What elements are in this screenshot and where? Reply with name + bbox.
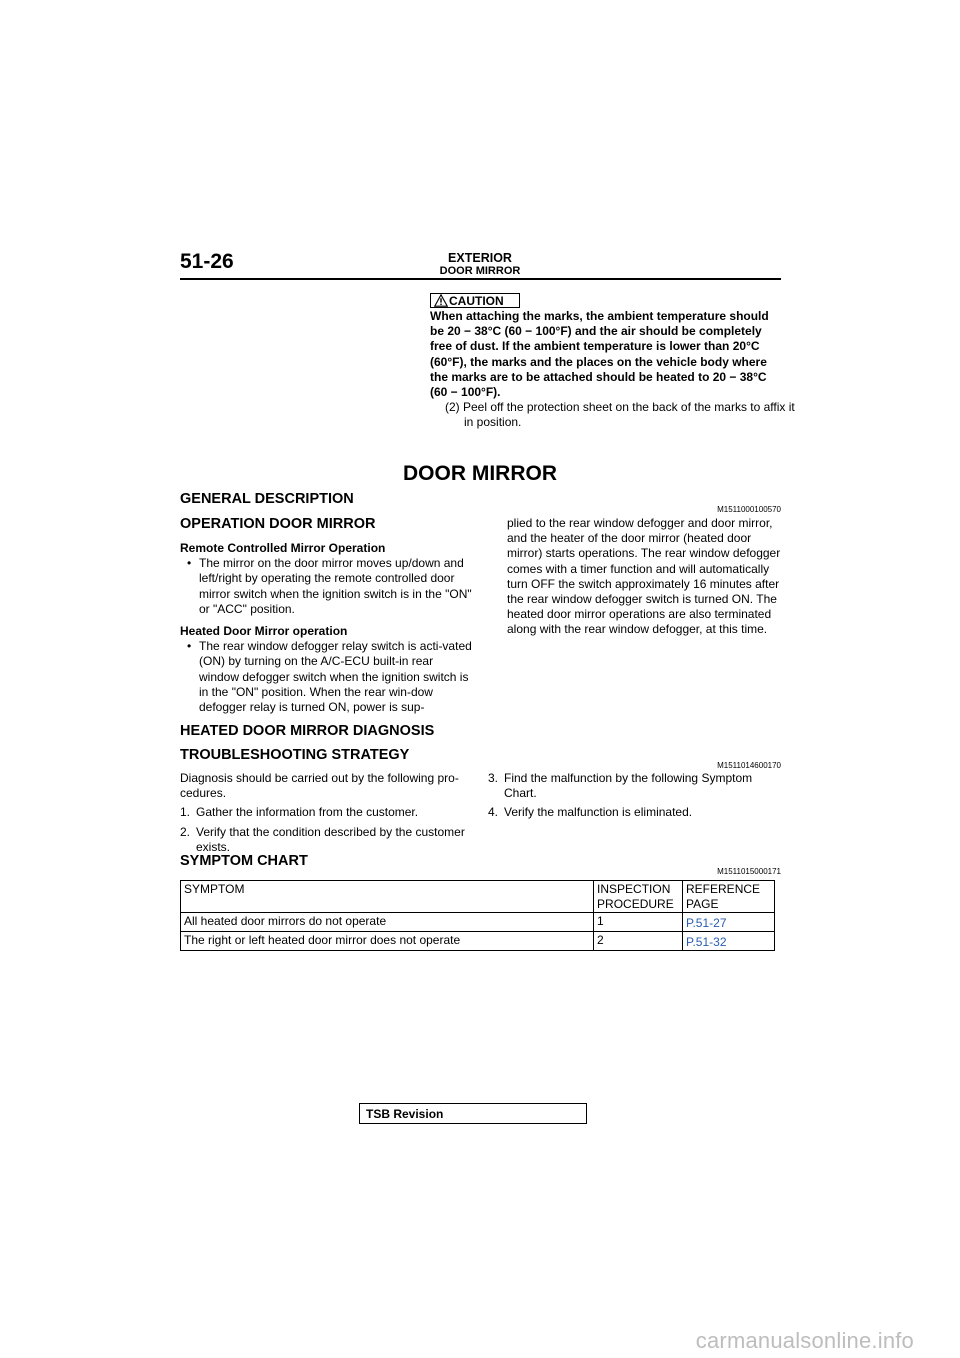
warning-triangle-icon — [434, 294, 448, 307]
heated-mirror-text-right: plied to the rear window defogger and door mirror, and the heater of the door mirror (heated door mirror) starts operations. The rear window defogger comes with a timer function and will automatically turn OFF the switch approximately 16 minutes after the rear window defogger switch is turned ON. The heated door mirror operations are also terminated along with the rear window defogger, at this time. — [507, 516, 781, 637]
caution-label: CAUTION — [449, 294, 504, 308]
general-left-column — [180, 541, 476, 715]
caution-label-box — [430, 293, 520, 308]
strategy-left-column — [180, 771, 476, 855]
section-title: EXTERIOR — [448, 251, 512, 265]
general-description-code: M1511000100570 — [717, 505, 781, 514]
diagnosis-heading: HEATED DOOR MIRROR DIAGNOSIS — [180, 723, 435, 739]
column-header: REFERENCE PAGE — [683, 881, 775, 913]
operation-heading: OPERATION DOOR MIRROR — [180, 516, 376, 532]
column-header: INSPECTION PROCEDURE — [594, 881, 683, 913]
symptom-cell: The right or left heated door mirror does not operate — [181, 932, 594, 951]
strategy-code: M1511014600170 — [717, 761, 781, 770]
header-rule — [180, 278, 781, 280]
symptom-table — [180, 880, 775, 951]
column-header: SYMPTOM — [181, 881, 594, 913]
watermark: carmanualsonline.info — [695, 1328, 914, 1353]
procedure-cell: 1 — [594, 913, 683, 932]
strategy-heading: TROUBLESHOOTING STRATEGY — [180, 747, 410, 763]
step-number: 1. — [180, 805, 191, 820]
reference-cell — [683, 932, 775, 951]
bullet-glyph: • — [187, 639, 192, 654]
step-number: 2. — [180, 824, 191, 839]
strategy-step — [488, 805, 782, 820]
step-text: Find the malfunction by the following Symptom Chart. — [504, 771, 753, 801]
symptom-cell: All heated door mirrors do not operate — [181, 913, 594, 932]
subsection-title: DOOR MIRROR — [439, 265, 521, 277]
strategy-right-column — [488, 771, 782, 821]
heated-mirror-text-left: The rear window defogger relay switch is acti-vated (ON) by turning on the A/C-ECU built-in rear window defogger switch when the ignition switch is in the "ON" position. When the rear win-dow defogger relay is turned ON, power is sup- — [199, 639, 472, 715]
strategy-step — [180, 825, 476, 855]
page-number: 51-26 — [180, 250, 234, 273]
remote-mirror-heading: Remote Controlled Mirror Operation — [180, 541, 386, 555]
reference-cell — [683, 913, 775, 932]
heated-mirror-heading: Heated Door Mirror operation — [180, 624, 348, 639]
table-row — [181, 913, 775, 932]
reference-page-link[interactable]: P.51-32 — [686, 935, 727, 949]
symptom-chart-code: M1511015000171 — [717, 867, 781, 876]
step-number: 4. — [488, 805, 499, 820]
strategy-intro: Diagnosis should be carried out by the following pro-cedures. — [180, 771, 459, 801]
step-text: Gather the information from the customer. — [196, 805, 419, 820]
page-title: DOOR MIRROR — [403, 462, 557, 485]
table-row — [181, 932, 775, 951]
general-description-heading: GENERAL DESCRIPTION — [180, 491, 354, 507]
tsb-revision-box: TSB Revision — [359, 1103, 587, 1124]
step-text: Verify that the condition described by the customer exists. — [196, 824, 465, 854]
step-number: 3. — [488, 771, 499, 785]
step-text: Verify the malfunction is eliminated. — [504, 805, 693, 820]
remote-mirror-bullet — [180, 556, 476, 617]
strategy-step — [488, 771, 782, 801]
procedure-cell: 2 — [594, 932, 683, 951]
caution-text: When attaching the marks, the ambient temperature should be 20 − 38°C (60 − 100°F) and the air should be completely free of dust. If the ambient temperature is lower than 20°C (60°F), the marks and the places on the vehicle body where the marks are to be attached should be heated to 20 − 38°C (60 − 100°F). — [430, 309, 769, 400]
remote-mirror-text: The mirror on the door mirror moves up/down and left/right by operating the remote controlled door mirror switch when the ignition switch is in the "ON" or "ACC" position. — [199, 556, 472, 616]
table-header-row — [181, 881, 775, 913]
strategy-step — [180, 805, 476, 820]
bullet-glyph: • — [187, 556, 192, 571]
procedure-step-2: (2) Peel off the protection sheet on the back of the marks to affix it in position. — [445, 400, 795, 429]
symptom-chart-heading: SYMPTOM CHART — [180, 853, 308, 869]
heated-mirror-bullet — [180, 639, 476, 715]
reference-page-link[interactable]: P.51-27 — [686, 916, 727, 930]
